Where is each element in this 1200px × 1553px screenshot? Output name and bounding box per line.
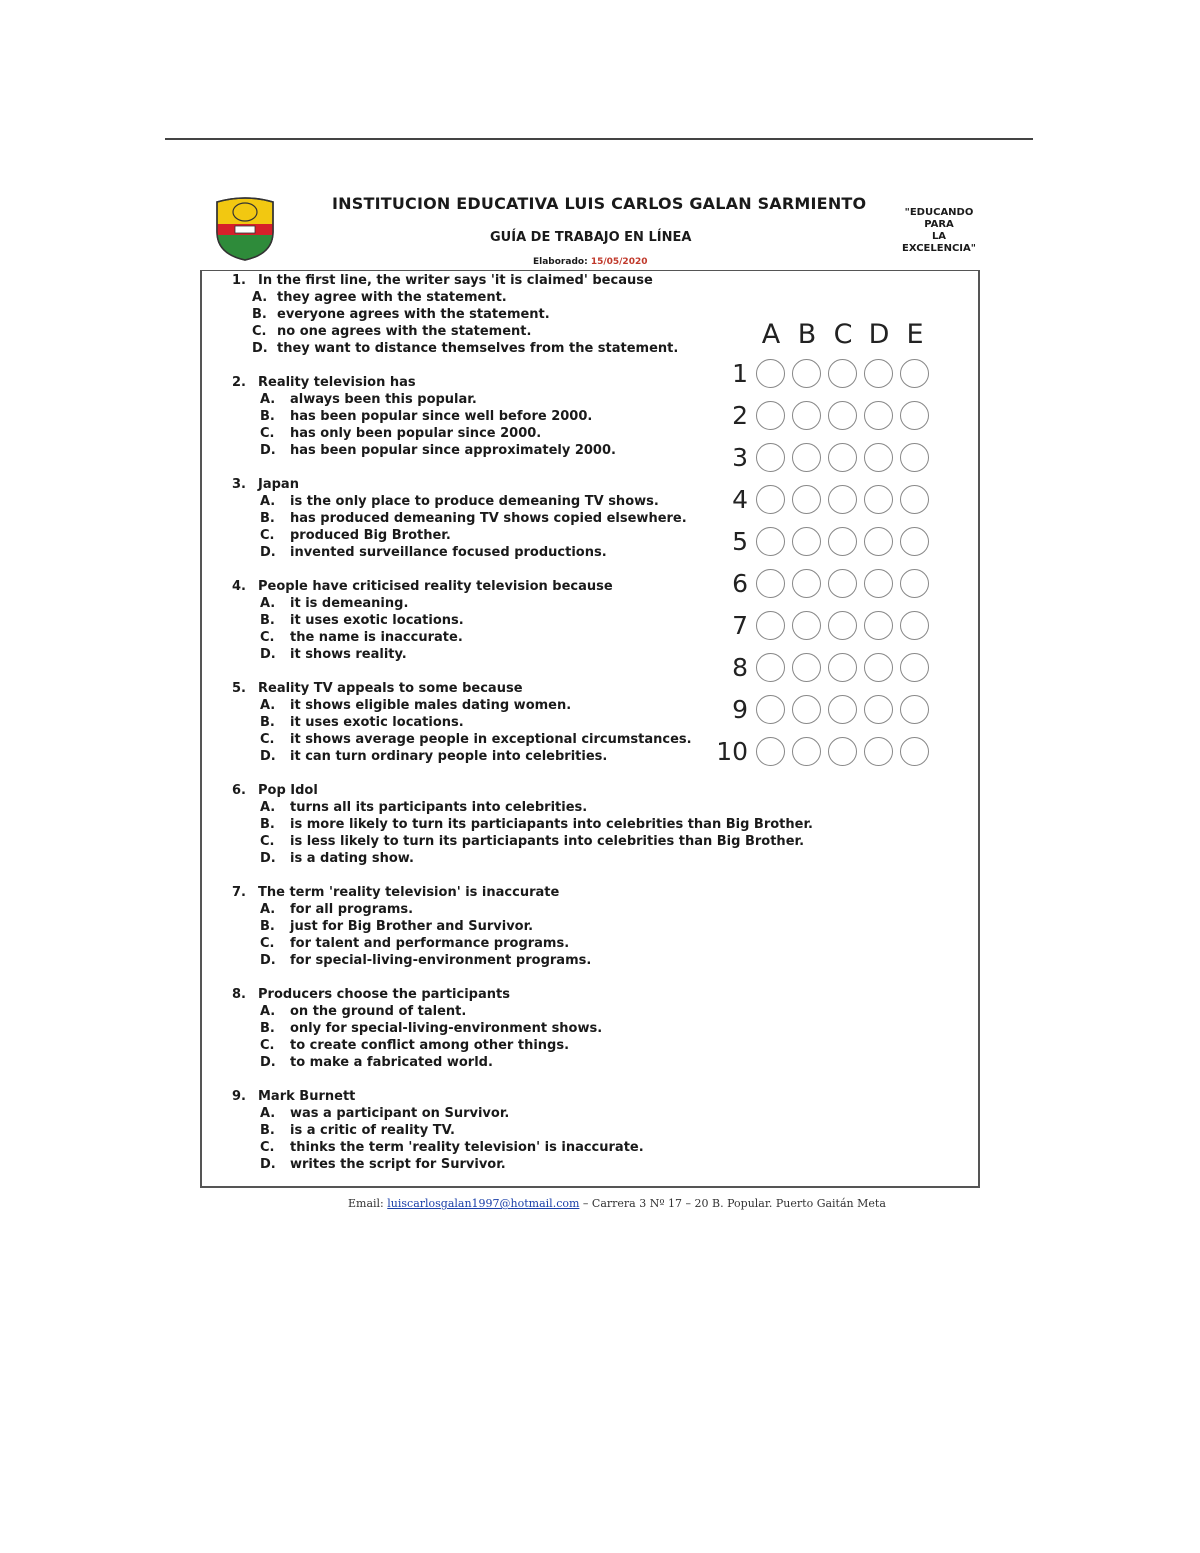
question-number: 5. <box>232 681 246 696</box>
answer-bubble[interactable] <box>864 695 893 724</box>
option-letter: D. <box>260 647 276 662</box>
school-crest-icon <box>213 196 277 262</box>
answer-bubble[interactable] <box>756 443 785 472</box>
question-8 <box>232 986 832 1071</box>
answer-option <box>232 918 832 935</box>
option-text: the name is inaccurate. <box>290 630 463 645</box>
question-stem <box>232 272 832 289</box>
answer-bubble[interactable] <box>828 653 857 682</box>
answer-option <box>232 833 832 850</box>
option-letter: C. <box>260 834 275 849</box>
option-text: is less likely to turn its particiapants into celebrities than Big Brother. <box>290 834 805 849</box>
row-number: 5 <box>732 526 748 556</box>
top-rule <box>165 138 1033 140</box>
footer-email-link[interactable]: luiscarlosgalan1997@hotmail.com <box>387 1197 580 1210</box>
question-text: Reality television has <box>258 375 416 390</box>
answer-row <box>710 688 940 730</box>
answer-option <box>232 901 832 918</box>
option-letter: A. <box>260 1106 276 1121</box>
option-text: it shows eligible males dating women. <box>290 698 572 713</box>
option-letter: D. <box>260 1055 276 1070</box>
answer-bubble[interactable] <box>792 443 821 472</box>
answer-row <box>710 352 940 394</box>
row-number: 8 <box>732 652 748 682</box>
question-stem <box>232 782 832 799</box>
answer-bubble[interactable] <box>864 443 893 472</box>
option-text: for all programs. <box>290 902 414 917</box>
question-number: 7. <box>232 885 246 900</box>
question-stem <box>232 1088 832 1105</box>
option-letter: A. <box>260 494 276 509</box>
option-text: has been popular since well before 2000. <box>290 409 593 424</box>
option-text: everyone agrees with the statement. <box>277 307 550 322</box>
row-number: 4 <box>732 484 748 514</box>
row-number: 10 <box>716 736 748 766</box>
answer-row <box>710 436 940 478</box>
option-text: it is demeaning. <box>290 596 409 611</box>
answer-bubble[interactable] <box>756 653 785 682</box>
option-letter: C. <box>260 528 275 543</box>
option-text: to make a fabricated world. <box>290 1055 493 1070</box>
answer-bubble[interactable] <box>864 737 893 766</box>
row-number: 2 <box>732 400 748 430</box>
option-letter: C. <box>260 426 275 441</box>
option-letter: D. <box>260 443 276 458</box>
answer-bubble[interactable] <box>756 611 785 640</box>
answer-bubble[interactable] <box>900 737 929 766</box>
answer-bubble[interactable] <box>900 569 929 598</box>
answer-bubble[interactable] <box>828 611 857 640</box>
row-number: 9 <box>732 694 748 724</box>
row-number: 1 <box>732 358 748 388</box>
option-letter: B. <box>252 307 267 322</box>
answer-bubble[interactable] <box>900 527 929 556</box>
question-number: 3. <box>232 477 246 492</box>
question-text: Reality TV appeals to some because <box>258 681 523 696</box>
question-number: 1. <box>232 273 246 288</box>
answer-option <box>232 1139 832 1156</box>
school-motto <box>893 207 985 255</box>
option-letter: A. <box>260 698 276 713</box>
option-text: just for Big Brother and Survivor. <box>290 919 534 934</box>
answer-row <box>710 478 940 520</box>
option-letter: C. <box>260 732 275 747</box>
answer-bubble[interactable] <box>792 737 821 766</box>
option-letter: C. <box>252 324 267 339</box>
column-letter: D <box>868 318 890 350</box>
question-text: In the first line, the writer says 'it is claimed' because <box>258 273 653 288</box>
answer-bubble[interactable] <box>864 569 893 598</box>
option-text: has produced demeaning TV shows copied elsewhere. <box>290 511 687 526</box>
option-text: turns all its participants into celebrities. <box>290 800 588 815</box>
option-text: has been popular since approximately 2000. <box>290 443 616 458</box>
question-stem <box>232 986 832 1003</box>
answer-bubble[interactable] <box>900 359 929 388</box>
elaborado-line <box>533 257 647 267</box>
option-text: no one agrees with the statement. <box>277 324 532 339</box>
elaborado-date: 15/05/2020 <box>590 257 648 267</box>
option-letter: B. <box>260 613 275 628</box>
answer-option <box>232 935 832 952</box>
option-text: is a critic of reality TV. <box>290 1123 455 1138</box>
option-text: on the ground of talent. <box>290 1004 467 1019</box>
answer-bubble[interactable] <box>864 611 893 640</box>
option-letter: C. <box>260 630 275 645</box>
option-letter: A. <box>260 392 276 407</box>
answer-bubble[interactable] <box>756 737 785 766</box>
answer-bubble[interactable] <box>756 527 785 556</box>
answer-bubble[interactable] <box>828 443 857 472</box>
answer-bubble[interactable] <box>792 695 821 724</box>
question-number: 9. <box>232 1089 246 1104</box>
answer-row <box>710 646 940 688</box>
answer-bubble[interactable] <box>900 401 929 430</box>
option-text: it shows reality. <box>290 647 407 662</box>
answer-sheet-rows <box>710 352 940 772</box>
institution-title: INSTITUCION EDUCATIVA LUIS CARLOS GALAN SARMIENTO <box>332 194 867 213</box>
option-text: invented surveillance focused productions. <box>290 545 607 560</box>
row-number: 6 <box>732 568 748 598</box>
answer-bubble[interactable] <box>828 359 857 388</box>
answer-bubble[interactable] <box>864 401 893 430</box>
option-letter: A. <box>260 800 276 815</box>
answer-bubble[interactable] <box>792 569 821 598</box>
answer-bubble[interactable] <box>828 569 857 598</box>
question-number: 6. <box>232 783 246 798</box>
question-9 <box>232 1088 832 1173</box>
column-letter: B <box>797 318 817 350</box>
option-letter: B. <box>260 1123 275 1138</box>
question-6 <box>232 782 832 867</box>
option-text: it shows average people in exceptional circumstances. <box>290 732 692 747</box>
answer-bubble[interactable] <box>900 611 929 640</box>
answer-bubble[interactable] <box>828 401 857 430</box>
option-text: it uses exotic locations. <box>290 715 464 730</box>
answer-bubble[interactable] <box>792 527 821 556</box>
answer-bubble[interactable] <box>900 443 929 472</box>
option-letter: D. <box>260 851 276 866</box>
option-text: they agree with the statement. <box>277 290 507 305</box>
option-text: thinks the term 'reality television' is inaccurate. <box>290 1140 644 1155</box>
question-text: People have criticised reality television because <box>258 579 613 594</box>
answer-bubble[interactable] <box>864 359 893 388</box>
answer-row <box>710 730 940 772</box>
answer-sheet-header <box>710 316 940 352</box>
option-text: always been this popular. <box>290 392 477 407</box>
answer-bubble[interactable] <box>756 359 785 388</box>
answer-row <box>710 604 940 646</box>
option-text: is more likely to turn its particiapants into celebrities than Big Brother. <box>290 817 813 832</box>
question-text: Producers choose the participants <box>258 987 510 1002</box>
option-text: was a participant on Survivor. <box>290 1106 510 1121</box>
answer-bubble[interactable] <box>792 401 821 430</box>
answer-sheet <box>710 316 940 772</box>
option-text: they want to distance themselves from the statement. <box>277 341 679 356</box>
option-text: it uses exotic locations. <box>290 613 464 628</box>
answer-bubble[interactable] <box>900 653 929 682</box>
answer-option <box>232 952 832 969</box>
answer-option <box>232 1156 832 1173</box>
motto-line: PARA <box>924 219 954 230</box>
column-letter: A <box>761 318 781 350</box>
answer-bubble[interactable] <box>792 653 821 682</box>
question-text: Japan <box>258 477 299 492</box>
row-number: 3 <box>732 442 748 472</box>
answer-bubble[interactable] <box>792 359 821 388</box>
answer-option <box>232 850 832 867</box>
option-text: to create conflict among other things. <box>290 1038 570 1053</box>
answer-option <box>232 1122 832 1139</box>
motto-line: "EDUCANDO <box>904 207 974 218</box>
option-letter: D. <box>260 1157 276 1172</box>
answer-bubble[interactable] <box>900 695 929 724</box>
answer-bubble[interactable] <box>864 485 893 514</box>
option-text: for talent and performance programs. <box>290 936 570 951</box>
answer-option <box>232 289 832 306</box>
question-number: 2. <box>232 375 246 390</box>
option-letter: D. <box>252 341 268 356</box>
answer-option <box>232 1054 832 1071</box>
option-letter: B. <box>260 511 275 526</box>
elaborado-label: Elaborado: <box>533 257 588 267</box>
answer-bubble[interactable] <box>828 485 857 514</box>
option-letter: A. <box>260 1004 276 1019</box>
question-7 <box>232 884 832 969</box>
answer-bubble[interactable] <box>828 737 857 766</box>
motto-line: LA <box>931 231 947 242</box>
option-letter: D. <box>260 953 276 968</box>
option-letter: B. <box>260 1021 275 1036</box>
option-text: writes the script for Survivor. <box>290 1157 506 1172</box>
answer-option <box>232 1003 832 1020</box>
answer-bubble[interactable] <box>756 695 785 724</box>
option-letter: A. <box>252 290 268 305</box>
option-letter: C. <box>260 936 275 951</box>
option-text: only for special-living-environment shows. <box>290 1021 603 1036</box>
footer-email-label: Email: <box>348 1197 384 1210</box>
answer-option <box>232 1037 832 1054</box>
question-text: Pop Idol <box>258 783 318 798</box>
option-letter: B. <box>260 715 275 730</box>
option-text: for special-living-environment programs. <box>290 953 592 968</box>
answer-bubble[interactable] <box>792 485 821 514</box>
answer-bubble[interactable] <box>864 653 893 682</box>
answer-bubble[interactable] <box>864 527 893 556</box>
answer-row <box>710 520 940 562</box>
option-text: produced Big Brother. <box>290 528 451 543</box>
question-text: The term 'reality television' is inaccurate <box>258 885 560 900</box>
column-letter: C <box>833 318 853 350</box>
motto-line: EXCELENCIA" <box>902 243 976 254</box>
option-letter: C. <box>260 1140 275 1155</box>
answer-row <box>710 394 940 436</box>
answer-bubble[interactable] <box>828 695 857 724</box>
option-letter: D. <box>260 545 276 560</box>
option-text: has only been popular since 2000. <box>290 426 542 441</box>
option-text: it can turn ordinary people into celebrities. <box>290 749 608 764</box>
column-letter: E <box>906 318 924 350</box>
footer-address: – Carrera 3 Nº 17 – 20 B. Popular. Puerto Gaitán Meta <box>582 1197 886 1210</box>
answer-bubble[interactable] <box>828 527 857 556</box>
option-letter: A. <box>260 902 276 917</box>
option-letter: B. <box>260 817 275 832</box>
question-text: Mark Burnett <box>258 1089 356 1104</box>
answer-bubble[interactable] <box>900 485 929 514</box>
row-number: 7 <box>732 610 748 640</box>
answer-bubble[interactable] <box>756 569 785 598</box>
question-stem <box>232 884 832 901</box>
answer-row <box>710 562 940 604</box>
answer-bubble[interactable] <box>756 485 785 514</box>
footer <box>348 1197 886 1210</box>
option-letter: B. <box>260 919 275 934</box>
answer-option <box>232 816 832 833</box>
option-letter: B. <box>260 409 275 424</box>
question-number: 8. <box>232 987 246 1002</box>
option-letter: D. <box>260 749 276 764</box>
option-text: is the only place to produce demeaning TV shows. <box>290 494 659 509</box>
answer-option <box>232 1105 832 1122</box>
question-number: 4. <box>232 579 246 594</box>
answer-option <box>232 1020 832 1037</box>
answer-bubble[interactable] <box>756 401 785 430</box>
answer-option <box>232 799 832 816</box>
option-letter: C. <box>260 1038 275 1053</box>
guide-title: GUÍA DE TRABAJO EN LÍNEA <box>490 230 692 245</box>
option-letter: A. <box>260 596 276 611</box>
answer-bubble[interactable] <box>792 611 821 640</box>
option-text: is a dating show. <box>290 851 414 866</box>
